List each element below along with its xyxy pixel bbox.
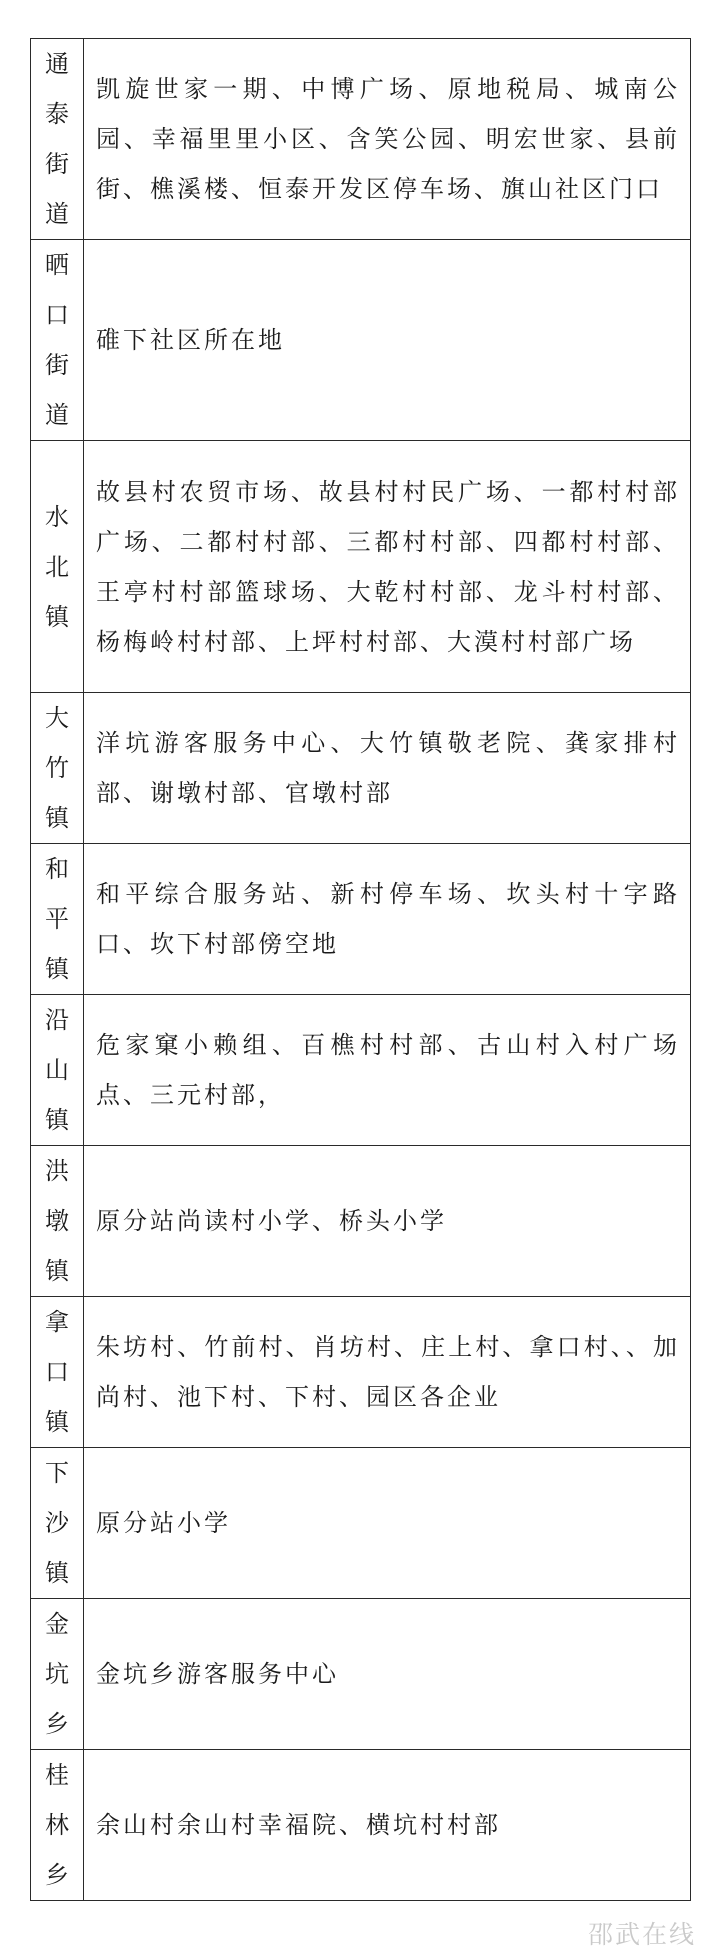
table-row bbox=[31, 441, 691, 693]
table-row bbox=[31, 693, 691, 844]
area-cell bbox=[31, 1599, 84, 1750]
table-row bbox=[31, 1146, 691, 1297]
area-cell bbox=[31, 1750, 84, 1901]
area-cell bbox=[31, 844, 84, 995]
table-row bbox=[31, 39, 691, 240]
area-name: 下沙镇 bbox=[45, 1459, 69, 1587]
sites-cell: 原分站尚读村小学、桥头小学 bbox=[84, 1146, 691, 1297]
sites-cell: 洋坑游客服务中心、大竹镇敬老院、龚家排村部、谢墩村部、官墩村部 bbox=[84, 693, 691, 844]
area-name: 晒口街道 bbox=[45, 251, 69, 429]
area-name: 通泰街道 bbox=[45, 50, 69, 228]
watermark-text: 邵武在线 bbox=[587, 1920, 696, 1949]
sites-cell: 余山村余山村幸福院、横坑村村部 bbox=[84, 1750, 691, 1901]
area-cell bbox=[31, 1146, 84, 1297]
table-row bbox=[31, 1750, 691, 1901]
sites-cell: 碓下社区所在地 bbox=[84, 240, 691, 441]
area-cell bbox=[31, 441, 84, 693]
sites-cell: 危家窠小赖组、百樵村村部、古山村入村广场点、三元村部， bbox=[84, 995, 691, 1146]
area-name: 和平镇 bbox=[45, 855, 69, 983]
area-cell bbox=[31, 240, 84, 441]
area-cell bbox=[31, 39, 84, 240]
table-row bbox=[31, 1599, 691, 1750]
sites-cell: 朱坊村、竹前村、肖坊村、庄上村、拿口村、、加尚村、池下村、下村、园区各企业 bbox=[84, 1297, 691, 1448]
area-cell bbox=[31, 1297, 84, 1448]
table-row bbox=[31, 995, 691, 1146]
area-name: 金坑乡 bbox=[45, 1610, 69, 1738]
table-row bbox=[31, 240, 691, 441]
sites-cell: 原分站小学 bbox=[84, 1448, 691, 1599]
area-cell bbox=[31, 693, 84, 844]
table-row bbox=[31, 844, 691, 995]
document-sheet bbox=[30, 38, 690, 1901]
area-name: 水北镇 bbox=[45, 502, 69, 631]
sites-cell: 金坑乡游客服务中心 bbox=[84, 1599, 691, 1750]
area-name: 沿山镇 bbox=[45, 1006, 69, 1134]
area-cell bbox=[31, 995, 84, 1146]
sites-cell: 凯旋世家一期、中博广场、原地税局、城南公园、幸福里里小区、含笑公园、明宏世家、县前街、樵溪楼、恒泰开发区停车场、旗山社区门口 bbox=[84, 39, 691, 240]
sites-cell: 故县村农贸市场、故县村村民广场、一都村村部广场、二都村村部、三都村村部、四都村村部、王亭村村部篮球场、大乾村村部、龙斗村村部、杨梅岭村村部、上坪村村部、大漠村村部广场 bbox=[84, 441, 691, 693]
table-row bbox=[31, 1448, 691, 1599]
area-name: 洪墩镇 bbox=[45, 1157, 69, 1285]
sites-cell: 和平综合服务站、新村停车场、坎头村十字路口、坎下村部傍空地 bbox=[84, 844, 691, 995]
area-cell bbox=[31, 1448, 84, 1599]
area-name: 大竹镇 bbox=[45, 704, 69, 832]
table-row bbox=[31, 1297, 691, 1448]
locations-table bbox=[30, 38, 691, 1901]
area-name: 拿口镇 bbox=[45, 1308, 69, 1436]
area-name: 桂林乡 bbox=[45, 1761, 69, 1889]
